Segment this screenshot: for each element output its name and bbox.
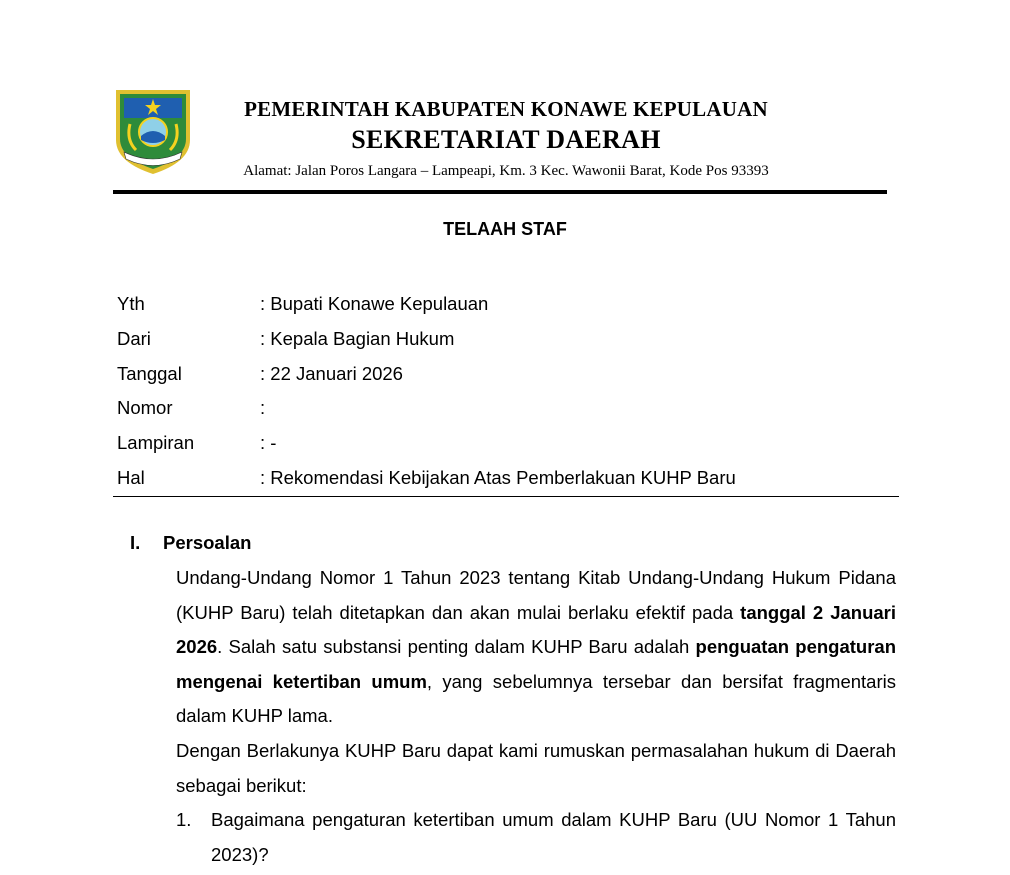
list-text: Bagaimana pengaturan ketertiban umum dalam KUHP Baru (UU Nomor 1 Tahun 2023)?	[211, 809, 896, 865]
section-number: I.	[130, 532, 141, 553]
field-label: Lampiran	[117, 432, 195, 454]
section-heading	[130, 532, 251, 554]
field-label: Nomor	[117, 397, 173, 419]
field-label: Tanggal	[117, 362, 182, 384]
letterhead-address: Alamat: Jalan Poros Langara – Lampeapi, Km. 3 Kec. Wawonii Barat, Kode Pos 93393	[243, 163, 769, 179]
field-value: : 22 Januari 2026	[260, 362, 403, 384]
field-value: : Bupati Konawe Kepulauan	[260, 293, 489, 315]
body-paragraph-2: Dengan Berlakunya KUHP Baru dapat kami rumuskan permasalahan hukum di Daerah sebagai berikut:	[176, 740, 896, 796]
bold-emphasis: penguatan pengaturan mengenai ketertiban umum	[176, 636, 896, 692]
field-value: : Rekomendasi Kebijakan Atas Pemberlakuan KUHP Baru	[260, 466, 736, 488]
field-row-hal	[117, 460, 897, 495]
paragraph-text: , yang sebelumnya tersebar dan bersifat fragmentaris dalam KUHP lama.	[176, 670, 896, 727]
paragraph-text: Undang-Undang Nomor 1 Tahun 2023 tentang Kitab Undang-Undang Hukum Pidana (KUHP Baru) telah ditetapkan dan akan mulai berlaku efektif pada	[176, 567, 896, 623]
bold-date: tanggal 2 Januari 2026	[176, 601, 897, 658]
memo-header-fields	[117, 287, 897, 495]
field-row-dari	[117, 322, 897, 357]
field-value: : Kepala Bagian Hukum	[260, 328, 455, 350]
body-paragraph-1	[176, 561, 896, 734]
regency-logo-emblem	[112, 88, 194, 176]
letterhead-office-name: SEKRETARIAT DAERAH	[351, 125, 661, 154]
field-row-nomor	[117, 391, 897, 426]
field-value: :	[260, 397, 266, 419]
letterhead-government-name: PEMERINTAH KABUPATEN KONAWE KEPULAUAN	[244, 97, 768, 121]
field-row-yth	[117, 287, 897, 322]
field-value: : -	[260, 432, 277, 454]
field-label: Dari	[117, 328, 151, 350]
list-item	[176, 803, 896, 872]
field-label: Hal	[117, 466, 145, 488]
paragraph-text: . Salah satu substansi penting dalam KUHP Baru adalah	[217, 636, 696, 658]
field-row-tanggal	[117, 356, 897, 391]
document-title: TELAAH STAF	[443, 219, 567, 239]
field-label: Yth	[117, 293, 145, 315]
letterhead-divider	[113, 190, 887, 194]
list-number: 1.	[176, 809, 192, 830]
section-title: Persoalan	[163, 532, 252, 553]
field-row-lampiran	[117, 426, 897, 461]
header-fields-divider	[113, 496, 899, 497]
